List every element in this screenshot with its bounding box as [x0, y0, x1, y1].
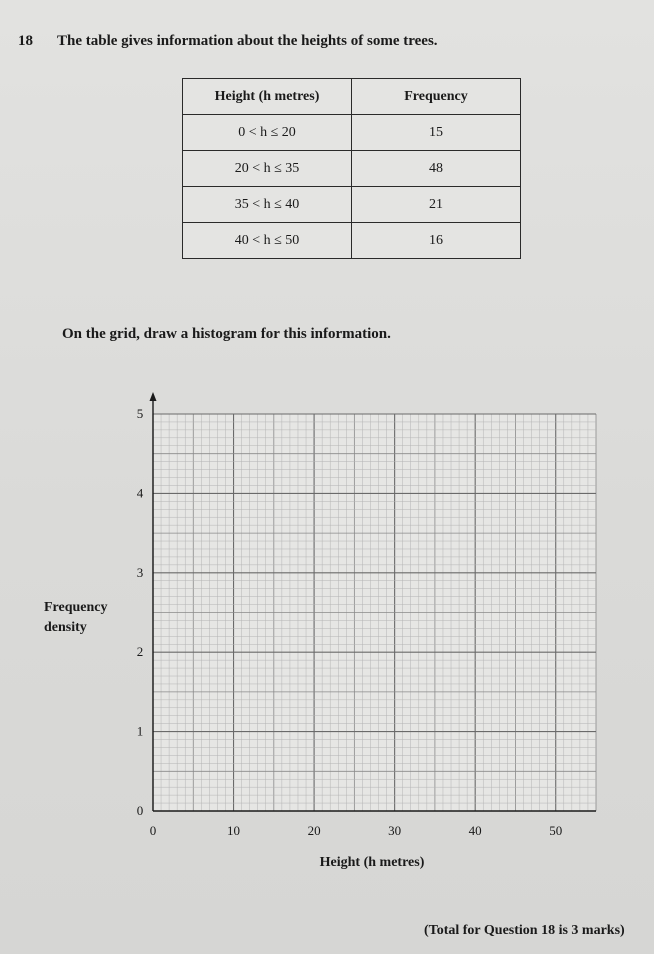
- x-tick-label: 40: [468, 823, 482, 838]
- frequency-cell: 21: [352, 187, 521, 223]
- y-tick-label: 4: [136, 485, 144, 501]
- height-cell: 35 < h ≤ 40: [183, 187, 352, 223]
- y-tick-label: 0: [136, 803, 144, 818]
- height-cell: 40 < h ≤ 50: [183, 223, 352, 259]
- height-cell: 20 < h ≤ 35: [183, 151, 352, 187]
- instruction-text: On the grid, draw a histogram for this information.: [62, 326, 391, 342]
- x-tick-label: 20: [307, 823, 321, 838]
- header-frequency: Frequency: [352, 79, 521, 115]
- question-number: 18: [18, 33, 33, 49]
- x-tick-label: 0: [149, 823, 157, 838]
- total-marks: (Total for Question 18 is 3 marks): [424, 923, 625, 938]
- x-tick-label: 30: [388, 823, 402, 838]
- height-cell: 0 < h ≤ 20: [183, 115, 352, 151]
- frequency-cell: 16: [352, 223, 521, 259]
- y-axis-arrow-icon: [150, 392, 157, 401]
- y-axis-label: [44, 598, 108, 638]
- question-text: The table gives information about the heights of some trees.: [57, 33, 438, 49]
- x-tick-label: 10: [227, 823, 241, 838]
- y-tick-label: 2: [136, 644, 144, 660]
- x-tick-label: 50: [549, 823, 563, 838]
- x-axis-label: Height (h metres): [319, 855, 425, 870]
- y-axis-label-line1: Frequency: [44, 600, 108, 615]
- y-tick-label: 3: [136, 564, 144, 580]
- y-tick-label: 5: [136, 406, 144, 421]
- y-axis-label-line2: density: [44, 620, 87, 635]
- grid-lines: [153, 414, 596, 811]
- frequency-cell: 15: [352, 115, 521, 151]
- frequency-cell: 48: [352, 151, 521, 187]
- header-height: Height (h metres): [183, 79, 352, 115]
- y-tick-label: 1: [136, 723, 144, 739]
